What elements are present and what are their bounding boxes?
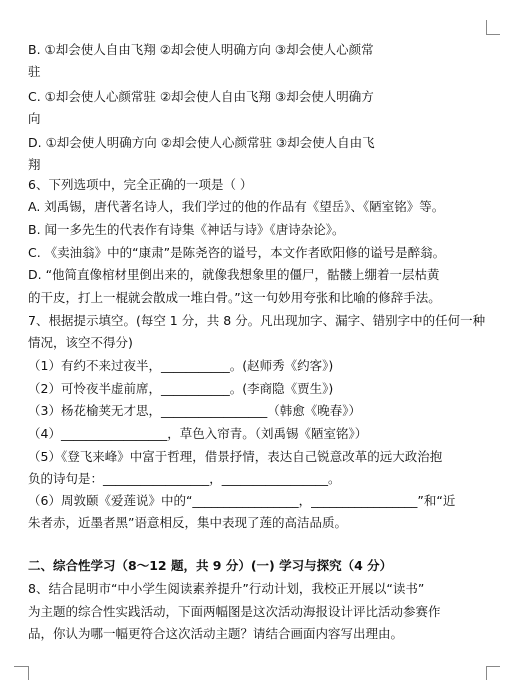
q7-item-5: （5）《登飞来峰》中富于哲理，借景抒情，表达自己锐意改革的远大政治抱 — [28, 449, 443, 464]
crop-mark-top-right — [486, 34, 500, 35]
q7-item-3: （3）杨花榆荚无才思，_________________（韩愈《晚春》） — [28, 403, 361, 418]
option-d-wrap: 翔 — [28, 157, 41, 172]
q7-item-6: （6）周敦颐《爱莲说》中的“_________________，_________________”和“近 — [28, 493, 456, 508]
option-c-line: C. ①却会使人心颜常驻 ②却会使人自由飞翔 ③却会使人明确方 — [28, 89, 374, 104]
q6-option-b: B. 闻一多先生的代表作有诗集《神话与诗》《唐诗杂论》。 — [28, 222, 345, 237]
q7-item-2: （2）可怜夜半虚前席，___________。(李商隐《贾生》) — [28, 381, 334, 396]
option-b-wrap: 驻 — [28, 64, 41, 79]
crop-mark-bottom-right — [486, 666, 500, 667]
q7-item-6-wrap: 朱者赤，近墨者黑”语意相反，集中表现了莲的高洁品质。 — [28, 515, 347, 530]
question-7-wrap: 情况，该空不得分) — [28, 335, 133, 350]
question-8-wrap-2: 品，你认为哪一幅更符合这次活动主题？请结合画面内容写出理由。 — [28, 626, 404, 641]
q6-option-d-wrap: 的干皮，打上一棍就会散成一堆白骨。”这一句妙用夸张和比喻的修辞手法。 — [28, 290, 441, 305]
section-2-heading: 二、综合性学习（8～12 题，共 9 分）(一) 学习与探究（4 分） — [28, 558, 393, 573]
question-6: 6、下列选项中，完全正确的一项是（ ） — [28, 177, 253, 192]
q7-item-4: （4）_________________，草色入帘青。（刘禹锡《陋室铭》） — [28, 426, 368, 441]
crop-mark-bottom-left — [28, 666, 29, 680]
option-b-line: B. ①却会使人自由飞翔 ②却会使人明确方向 ③却会使人心颜常 — [28, 42, 374, 57]
q6-option-c: C. 《卖油翁》中的“康肃”是陈尧咨的谥号，本文作者欧阳修的谥号是醉翁。 — [28, 245, 446, 260]
q6-option-a: A. 刘禹锡，唐代著名诗人，我们学过的他的作品有《望岳》、《陋室铭》等。 — [28, 199, 445, 214]
q7-item-1: （1）有约不来过夜半，___________。(赵师秀《约客》) — [28, 358, 334, 373]
option-d-line: D. ①却会使人明确方向 ②却会使人心颜常驻 ③却会使人自由飞 — [28, 135, 375, 150]
q6-option-d: D. “他简直像棺材里倒出来的，就像我想象里的僵尸，骷髅上绷着一层枯黄 — [28, 267, 440, 282]
crop-mark-top-right — [486, 20, 487, 34]
crop-mark-bottom-right — [486, 666, 487, 680]
question-8-wrap-1: 为主题的综合性实践活动，下面两幅图是这次活动海报设计评比活动参赛作 — [28, 604, 441, 619]
q7-item-5-wrap: 负的诗句是：_________________，_________________。 — [28, 471, 341, 486]
option-c-wrap: 向 — [28, 111, 41, 126]
question-8: 8、结合昆明市“中小学生阅读素养提升”行动计划，我校正开展以“读书” — [28, 581, 425, 596]
question-7: 7、根据提示填空。(每空 1 分，共 8 分。凡出现加字、漏字、错别字中的任何一种 — [28, 313, 486, 328]
crop-mark-bottom-left — [14, 666, 28, 667]
